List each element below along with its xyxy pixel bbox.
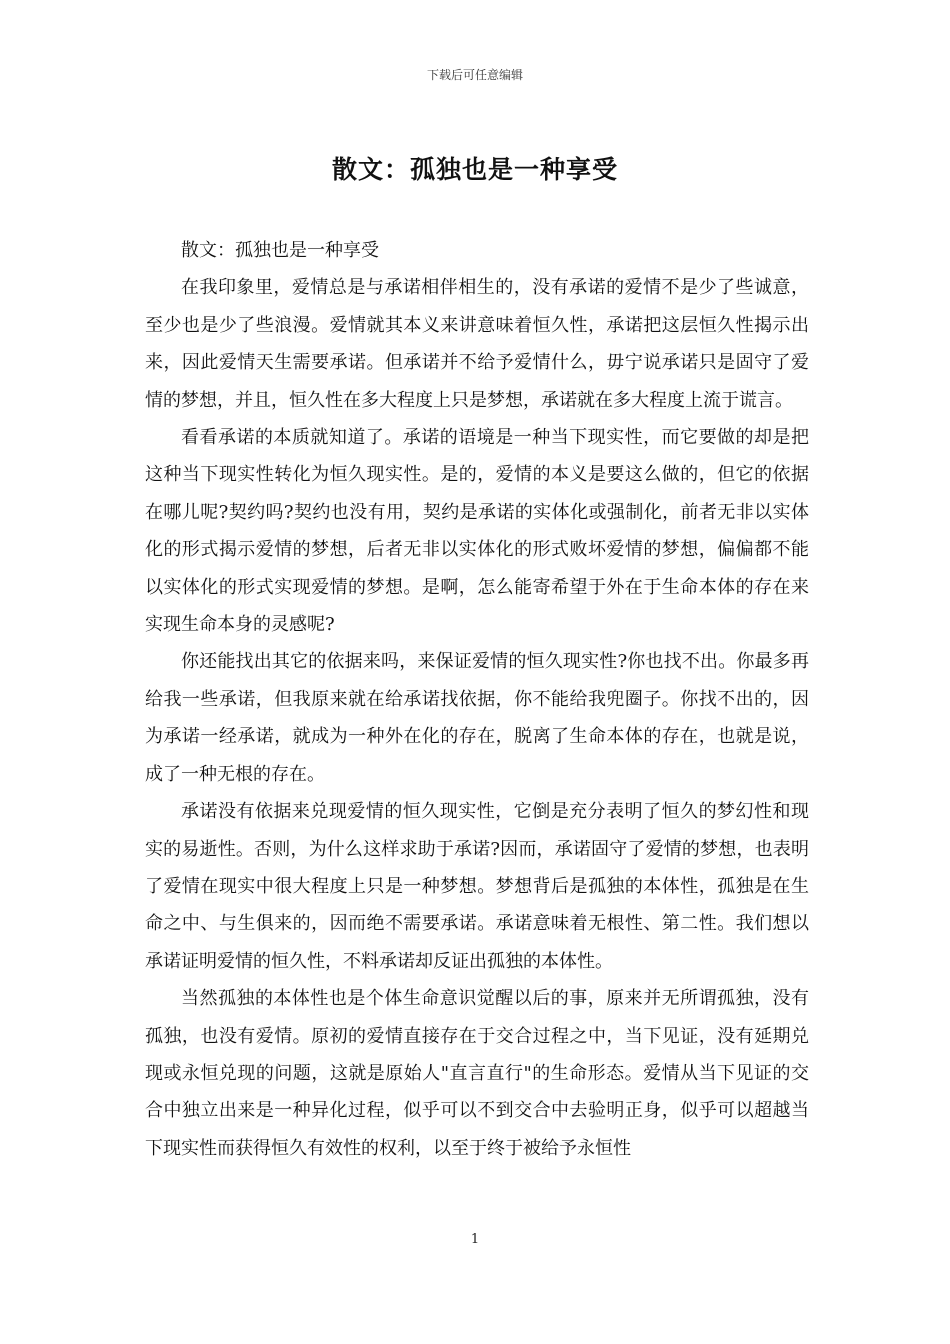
- paragraph: 在我印象里，爱情总是与承诺相伴相生的，没有承诺的爱情不是少了些诚意，至少也是少了些浪漫。爱情就其本义来讲意味着恒久性，承诺把这层恒久性揭示出来，因此爱情天生需要承诺。但承诺并不给予爱情什么，毋宁说承诺只是固守了爱情的梦想，并且，恒久性在多大程度上只是梦想，承诺就在多大程度上流于谎言。: [145, 277, 809, 411]
- document-body: [145, 232, 809, 1167]
- paragraph: 看看承诺的本质就知道了。承诺的语境是一种当下现实性，而它要做的却是把这种当下现实性转化为恒久现实性。是的，爱情的本义是要这么做的，但它的依据在哪儿呢?契约吗?契约也没有用，契约是承诺的实体化或强制化，前者无非以实体化的形式揭示爱情的梦想，后者无非以实体化的形式败坏爱情的梦想，偏偏都不能以实体化的形式实现爱情的梦想。是啊，怎么能寄希望于外在于生命本体的存在来实现生命本身的灵感呢?: [145, 427, 809, 636]
- paragraph: 承诺没有依据来兑现爱情的恒久现实性，它倒是充分表明了恒久的梦幻性和现实的易逝性。否则，为什么这样求助于承诺?因而，承诺固守了爱情的梦想，也表明了爱情在现实中很大程度上只是一种梦想。梦想背后是孤独的本体性，孤独是在生命之中、与生俱来的，因而绝不需要承诺。承诺意味着无根性、第二性。我们想以承诺证明爱情的恒久性，不料承诺却反证出孤独的本体性。: [145, 801, 809, 972]
- paragraph-subtitle: 散文：孤独也是一种享受: [181, 240, 379, 261]
- paragraph: 你还能找出其它的依据来吗，来保证爱情的恒久现实性?你也找不出。你最多再给我一些承诺，但我原来就在给承诺找依据，你不能给我兜圈子。你找不出的，因为承诺一经承诺，就成为一种外在化的存在，脱离了生命本体的存在，也就是说，成了一种无根的存在。: [145, 651, 809, 785]
- document-title: 散文：孤独也是一种享受: [331, 155, 618, 184]
- paragraph: 当然孤独的本体性也是个体生命意识觉醒以后的事，原来并无所谓孤独，没有孤独，也没有爱情。原初的爱情直接存在于交合过程之中，当下见证，没有延期兑现或永恒兑现的问题，这就是原始人"直言直行"的生命形态。爱情从当下见证的交合中独立出来是一种异化过程，似乎可以不到交合中去验明正身，似乎可以超越当下现实性而获得恒久有效性的权利，以至于终于被给予永恒性: [145, 988, 809, 1159]
- header-note: 下载后可任意编辑: [426, 68, 523, 82]
- page-number: 1: [470, 1232, 480, 1247]
